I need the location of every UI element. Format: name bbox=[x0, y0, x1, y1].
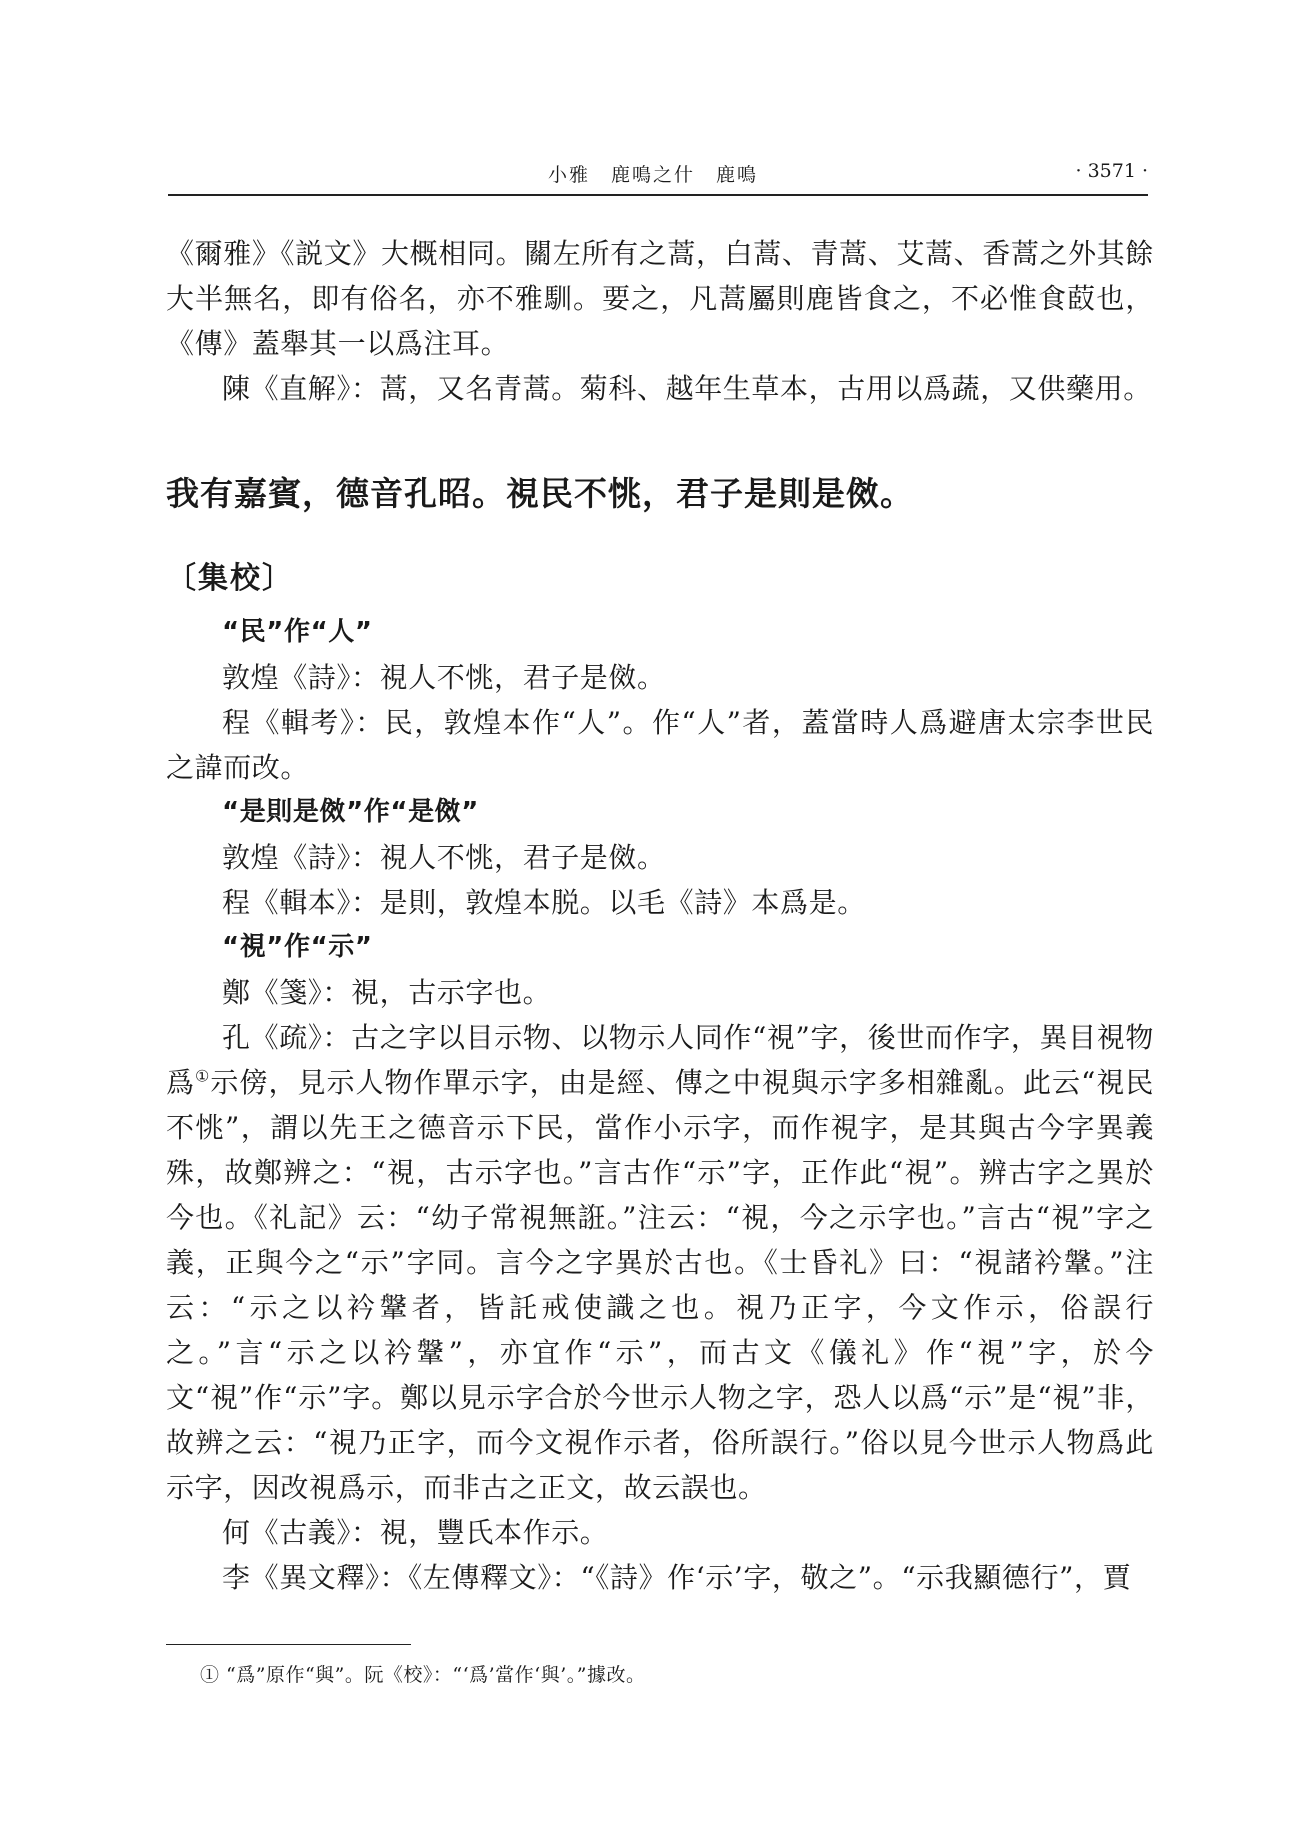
verse-line: 我有嘉賓，德音孔昭。視民不恌，君子是則是傚。 bbox=[166, 474, 914, 513]
intro-paragraph-2: 陳《直解》：蒿，又名青蒿。菊科、越年生草本，古用以爲蔬，又供藥用。 bbox=[222, 372, 1152, 405]
collation-section bbox=[166, 610, 1154, 1600]
collation-paragraph-kong-shu bbox=[166, 1015, 1154, 1510]
running-header bbox=[168, 156, 1148, 190]
page-number: · 3571 · bbox=[1075, 160, 1148, 182]
collation-paragraph: 程《輯考》：民，敦煌本作“人”。作“人”者，蓋當時人爲避唐太宗李世民之諱而改。 bbox=[166, 706, 1154, 784]
intro-text bbox=[166, 231, 1154, 411]
collation-paragraph: 鄭《箋》：視，古示字也。 bbox=[222, 976, 552, 1009]
footnote: ① “爲”原作“與”。阮《校》：“‘爲’當作‘與’。”據改。 bbox=[200, 1664, 646, 1686]
header-title: 小雅 鹿鳴之什 鹿鳴 bbox=[548, 164, 759, 186]
kong-shu-text-start: 孔《疏》：古之字以目示物、以物示人同作“視”字，後世而作字，異目視物爲 bbox=[166, 1021, 1154, 1099]
footnote-marker[interactable]: ① bbox=[195, 1066, 211, 1086]
collation-paragraph: 李《異文釋》：《左傳釋文》：“《詩》作‘示’字，敬之”。“示我顯德行”，賈 bbox=[222, 1561, 1132, 1594]
collation-subheading-2: “是則是傚”作“是傚” bbox=[222, 797, 479, 827]
header-rule bbox=[168, 194, 1148, 196]
collation-paragraph: 程《輯本》：是則，敦煌本脱。以毛《詩》本爲是。 bbox=[222, 886, 866, 919]
collation-paragraph: 何《古義》：視，豐氏本作示。 bbox=[222, 1516, 609, 1549]
collation-subheading-3: “視”作“示” bbox=[222, 932, 373, 962]
footnote-rule bbox=[166, 1644, 411, 1645]
collation-subheading-1: “民”作“人” bbox=[222, 617, 373, 647]
intro-paragraph-1: 《爾雅》《説文》大概相同。關左所有之蒿，白蒿、青蒿、艾蒿、香蒿之外其餘大半無名，即有俗名，亦不雅馴。要之，凡蒿屬則鹿皆食之，不必惟食菣也，《傳》蓋舉其一以爲注耳。 bbox=[166, 237, 1154, 360]
kong-shu-text-rest: 示傍，見示人物作單示字，由是經、傳之中視與示字多相雜亂。此云“視民不恌”，謂以先王之德音示下民，當作小示字，而作視字，是其與古今字異義殊，故鄭辨之：“視，古示字也。”言古作“示”字，正作此“視”。辨古字之異於今也。《礼記》云：“幼子常視無誑。”注云：“視，今之示字也。”言古“視”字之義，正與今之“示”字同。言今之字異於古也。《士昏礼》曰：“視諸衿鞶。”注云：“示之以衿鞶者，皆託戒使識之也。視乃正字，今文作示，俗誤行之。”言“示之以衿鞶”，亦宜作“示”，而古文《儀礼》作“視”字，於今文“視”作“示”字。鄭以見示字合於今世示人物之字，恐人以爲“示”是“視”非，故辨之云：“視乃正字，而今文視作示者，俗所誤行。”俗以見今世示人物爲此示字，因改視爲示，而非古之正文，故云誤也。 bbox=[166, 1066, 1154, 1504]
collation-paragraph: 敦煌《詩》：視人不恌，君子是傚。 bbox=[222, 841, 666, 874]
section-heading: 〔集校〕 bbox=[166, 561, 294, 596]
collation-paragraph: 敦煌《詩》：視人不恌，君子是傚。 bbox=[222, 661, 666, 694]
